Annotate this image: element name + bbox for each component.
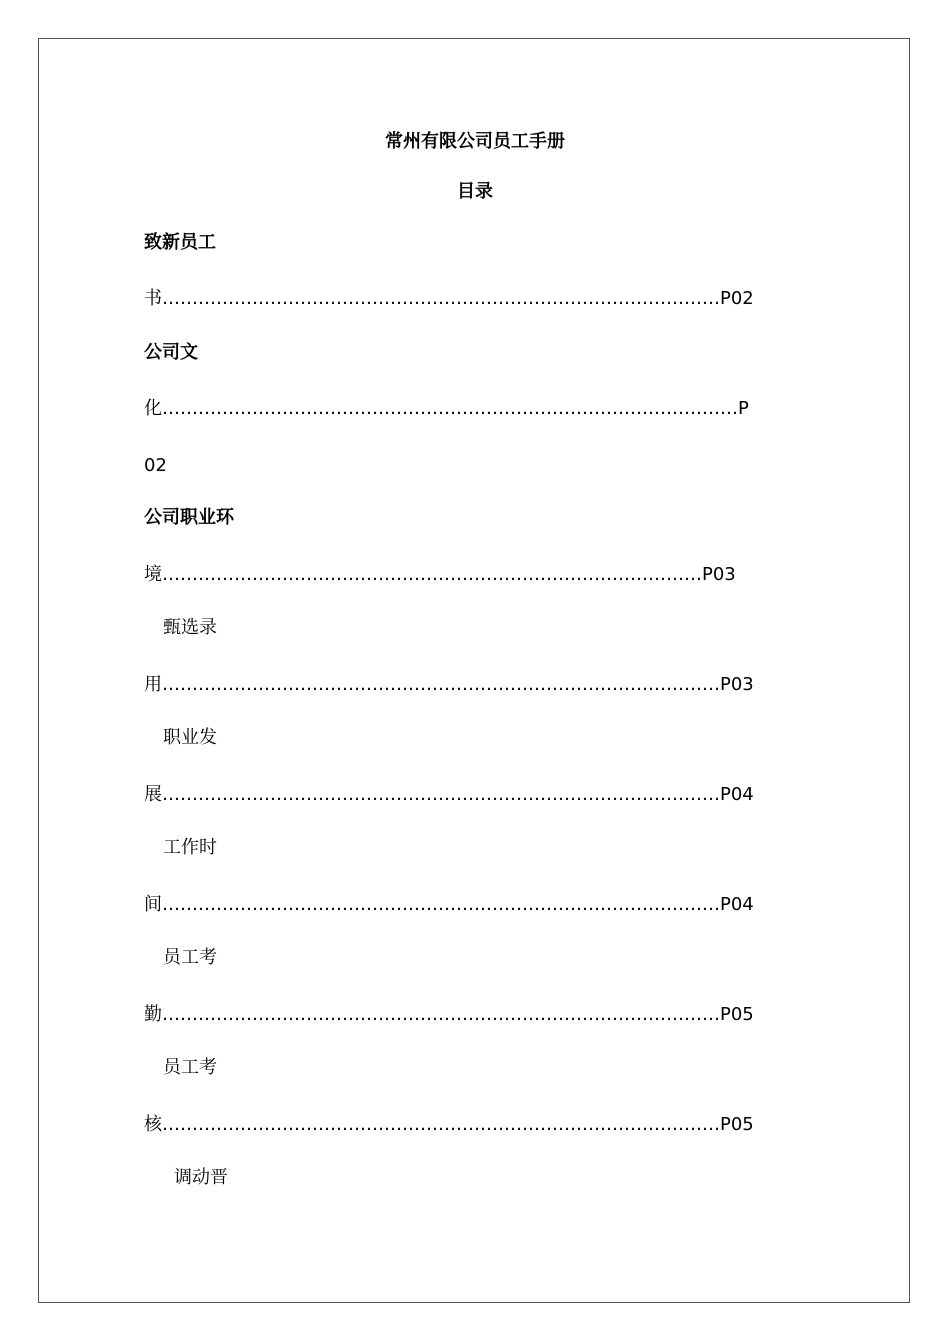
toc-heading: 目录: [457, 181, 493, 202]
toc-entry-leader: 化……………………………………………………………………………………P: [144, 398, 749, 419]
toc-subentry-leader: 展…………………………………………………………………………………P04: [144, 784, 754, 805]
document-title: 常州有限公司员工手册: [385, 131, 565, 152]
toc-entry-leader: 书…………………………………………………………………………………P02: [144, 288, 754, 309]
toc-subentry-leader: 用…………………………………………………………………………………P03: [144, 674, 754, 695]
toc-subentry-title: 员工考: [163, 947, 217, 968]
toc-entry-leader: 境………………………………………………………………………………P03: [144, 564, 736, 585]
toc-entry-title: 公司文: [144, 342, 198, 363]
toc-subentry-leader: 勤…………………………………………………………………………………P05: [144, 1004, 754, 1025]
toc-entry-title: 公司职业环: [144, 507, 234, 528]
toc-subentry-title: 调动晋: [174, 1167, 228, 1188]
toc-subentry-title: 员工考: [163, 1057, 217, 1078]
toc-entry-title: 致新员工: [144, 232, 216, 253]
toc-entry-page: 02: [144, 455, 167, 476]
toc-subentry-leader: 核…………………………………………………………………………………P05: [144, 1114, 754, 1135]
toc-subentry-title: 工作时: [163, 837, 217, 858]
toc-subentry-title: 甄选录: [163, 617, 217, 638]
toc-subentry-title: 职业发: [163, 727, 217, 748]
toc-subentry-leader: 间…………………………………………………………………………………P04: [144, 894, 754, 915]
